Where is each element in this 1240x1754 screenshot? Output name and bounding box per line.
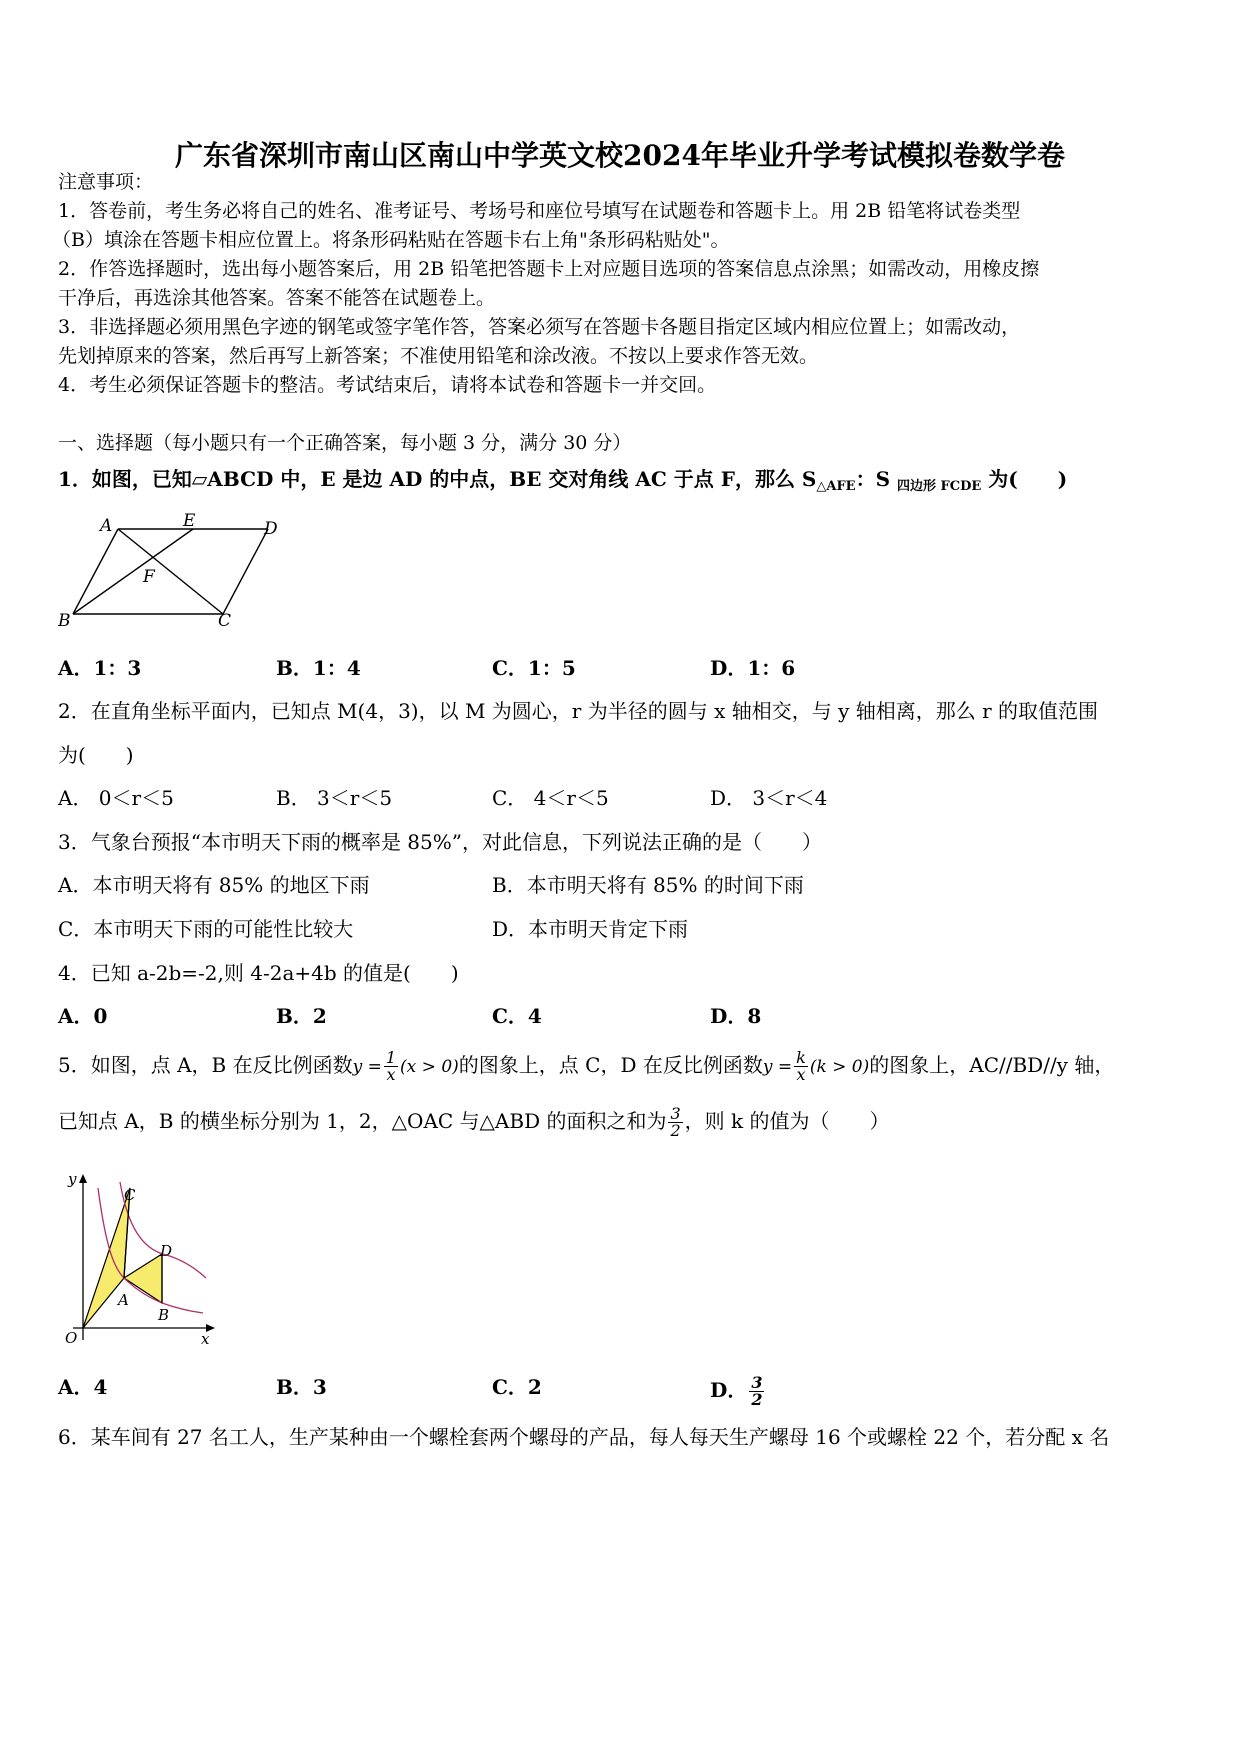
fraction-3-over-2-option: $\frac{3}{2}$ [751, 1373, 763, 1409]
notice-line: （B）填涂在答题卡相应位置上。将条形码粘贴在答题卡右上角"条形码粘贴处"。 [52, 229, 730, 251]
question-2-text-cont: 为( ) [58, 743, 134, 767]
label-d: D [160, 1242, 173, 1260]
y-axis-arrow [79, 1174, 87, 1183]
label-f: F [143, 567, 155, 587]
question-5-text: 5．如图，点 A，B 在反比例函数y = $\frac{1}{x}$ (x > 0)的图象上，点 C，D 在反比例函数y = $\frac{k}{x}$ (k > 0)的图象上，AC//BD//y 轴， [58, 1048, 1115, 1084]
q1-option-d[interactable]: D．1：6 [710, 656, 796, 680]
label-a: A [100, 516, 113, 536]
q2-option-c[interactable]: C． 4＜r＜5 [492, 786, 609, 810]
label-e: E [183, 511, 196, 531]
q4-option-a[interactable]: A．0 [58, 1004, 108, 1028]
question-1-text: 1．如图，已知▱ABCD 中，E 是边 AD 的中点，BE 交对角线 AC 于点 F，那么 $S_{\triangle AFE}$：S $_{四边形 FCDE}$ 为( ) [58, 467, 1068, 494]
label-b: B [58, 611, 71, 631]
q4-option-d[interactable]: D．8 [710, 1004, 762, 1028]
edge-ba [73, 529, 118, 614]
question-3-text: 3．气象台预报“本市明天下雨的概率是 85%”，对此信息，下列说法正确的是（ ） [58, 830, 822, 854]
page-title: 广东省深圳市南山区南山中学英文校2024年毕业升学考试模拟卷数学卷 [175, 139, 1065, 172]
q3-option-a[interactable]: A．本市明天将有 85% 的地区下雨 [58, 873, 370, 897]
q5-option-c[interactable]: C．2 [492, 1375, 542, 1399]
triangle-abd [124, 1254, 162, 1303]
question-2-text: 2．在直角坐标平面内，已知点 M(4，3)，以 M 为圆心，r 为半径的圆与 x 轴相交，与 y 轴相离，那么 r 的取值范围 [58, 699, 1099, 723]
label-d: D [264, 519, 278, 539]
label-a: A [118, 1291, 129, 1309]
q2-option-a[interactable]: A． 0＜r＜5 [58, 786, 174, 810]
fraction-3-over-2: $\frac{3}{2}$ [670, 1104, 681, 1140]
q1-option-b[interactable]: B．1：4 [276, 656, 361, 680]
label-c: C [124, 1186, 136, 1204]
notice-line: 4．考生必须保证答题卡的整洁。考试结束后，请将本试卷和答题卡一并交回。 [58, 374, 717, 396]
question-4-text: 4．已知 a-2b=-2,则 4-2a+4b 的值是( ) [58, 961, 459, 985]
notice-line: 2．作答选择题时，选出每小题答案后，用 2B 铅笔把答题卡上对应题目选项的答案信息点涂黑；如需改动，用橡皮擦 [58, 258, 1040, 280]
q3-option-c[interactable]: C．本市明天下雨的可能性比较大 [58, 917, 354, 941]
edge-dc [223, 529, 268, 614]
notice-line: 1．答卷前，考生务必将自己的姓名、准考证号、考场号和座位号填写在试题卷和答题卡上。用 2B 铅笔将试卷类型 [58, 200, 1021, 222]
q5-option-a[interactable]: A．4 [58, 1375, 108, 1399]
fraction-k-over-x: $\frac{k}{x}$ [796, 1048, 806, 1084]
notice-line: 3．非选择题必须用黑色字迹的钢笔或签字笔作答，答案必须写在答题卡各题目指定区域内相应位置上；如需改动， [58, 316, 1021, 338]
label-y: y [68, 1170, 77, 1188]
q5-option-d[interactable]: D． $\frac{3}{2}$ [710, 1373, 763, 1409]
question-5-text-cont: 已知点 A，B 的横坐标分别为 1，2，△OAC 与△ABD 的面积之和为 $\frac{3}{2}$ ，则 k 的值为（ ） [58, 1104, 890, 1140]
q1-option-c[interactable]: C．1：5 [492, 656, 576, 680]
question-1-figure [58, 505, 298, 635]
q4-option-c[interactable]: C．4 [492, 1004, 542, 1028]
notice-line: 先划掉原来的答案，然后再写上新答案；不准使用铅笔和涂改液。不按以上要求作答无效。 [58, 345, 819, 367]
q3-option-b[interactable]: B．本市明天将有 85% 的时间下雨 [492, 873, 804, 897]
q1-option-a[interactable]: A．1：3 [58, 656, 142, 680]
q4-option-b[interactable]: B．2 [276, 1004, 327, 1028]
question-6-text: 6．某车间有 27 名工人，生产某种由一个螺栓套两个螺母的产品，每人每天生产螺母 16 个或螺栓 22 个，若分配 x 名 [58, 1425, 1110, 1449]
notice-line: 干净后，再选涂其他答案。答案不能答在试题卷上。 [58, 287, 496, 309]
label-x: x [201, 1330, 210, 1348]
fraction-1-over-x: $\frac{1}{x}$ [385, 1048, 397, 1084]
q2-option-d[interactable]: D． 3＜r＜4 [710, 786, 828, 810]
q3-option-d[interactable]: D．本市明天肯定下雨 [492, 917, 689, 941]
notice-heading: 注意事项： [58, 171, 154, 193]
label-b: B [158, 1306, 170, 1324]
question-5-figure [58, 1168, 228, 1350]
q2-option-b[interactable]: B． 3＜r＜5 [276, 786, 393, 810]
section-heading: 一、选择题（每小题只有一个正确答案，每小题 3 分，满分 30 分） [58, 432, 632, 454]
q5-option-b[interactable]: B．3 [276, 1375, 327, 1399]
label-o: O [65, 1329, 78, 1347]
label-c: C [218, 611, 232, 631]
